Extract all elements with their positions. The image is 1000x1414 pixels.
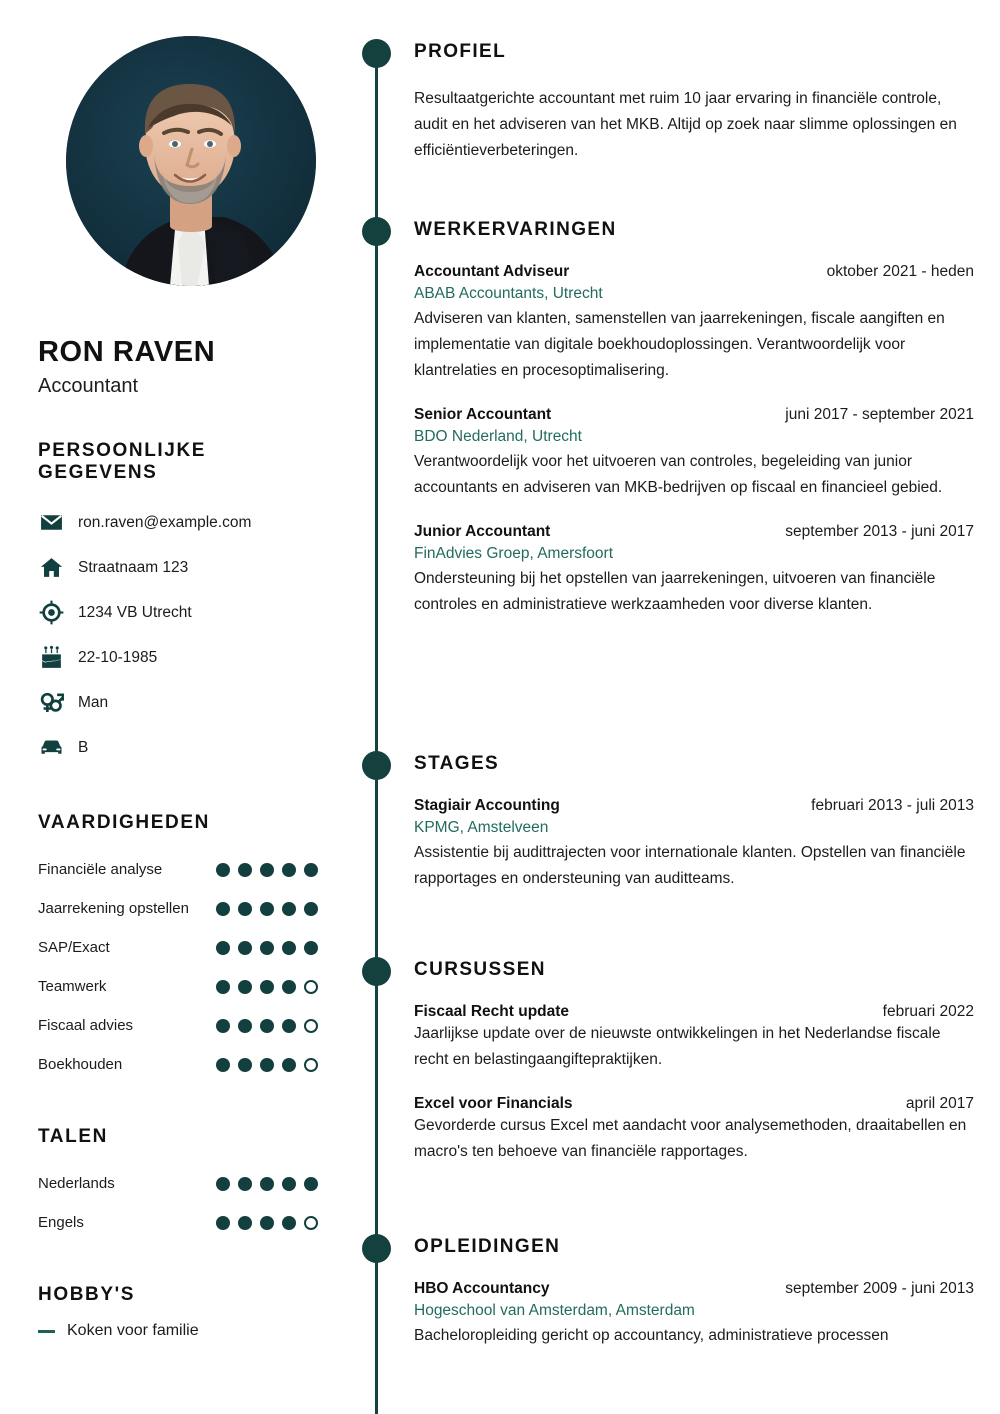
rating-dot-filled xyxy=(304,1177,318,1191)
rating-dot-filled xyxy=(216,980,230,994)
rating-dot-filled xyxy=(216,863,230,877)
skill-row xyxy=(38,889,326,928)
rating-dot-filled xyxy=(260,941,274,955)
rating-dot-empty xyxy=(304,1216,318,1230)
section-cursussen xyxy=(414,959,974,1165)
entry-organisation: FinAdvies Groep, Amersfoort xyxy=(414,545,613,562)
timeline-dot-werkervaringen xyxy=(362,217,391,246)
entry-description: Ondersteuning bij het opstellen van jaarrekeningen, uitvoeren van financiële controles en administratieve werkzaamheden voor diverse klanten. xyxy=(414,570,936,613)
entry-date: september 2009 - juni 2013 xyxy=(785,1280,974,1297)
contact-value-birthdate: 22-10-1985 xyxy=(78,648,158,666)
entry xyxy=(414,1280,974,1349)
rating-dot-filled xyxy=(282,863,296,877)
entry xyxy=(414,406,974,501)
car-icon xyxy=(38,735,64,761)
entry-title: Senior Accountant xyxy=(414,406,552,423)
contact-value-address: Straatnaam 123 xyxy=(78,558,189,576)
skill-rating xyxy=(216,1019,326,1033)
rating-dot-filled xyxy=(282,1058,296,1072)
envelope-icon xyxy=(38,510,64,536)
personal-details-list xyxy=(38,500,326,770)
rating-dot-filled xyxy=(216,902,230,916)
gender-icon xyxy=(38,690,64,716)
language-label: Nederlands xyxy=(38,1175,115,1192)
language-label: Engels xyxy=(38,1214,84,1231)
internship-entries-list xyxy=(414,797,974,892)
entry-date: februari 2013 - juli 2013 xyxy=(811,797,974,814)
section-heading-profiel: PROFIEL xyxy=(414,41,507,62)
entry-description: Jaarlijkse update over de nieuwste ontwikkelingen in het Nederlandse fiscale recht en belastingaangiftepraktijken. xyxy=(414,1025,941,1068)
rating-dot-filled xyxy=(238,1058,252,1072)
skill-label: Teamwerk xyxy=(38,978,107,995)
rating-dot-filled xyxy=(216,941,230,955)
skill-row xyxy=(38,850,326,889)
entry-description: Verantwoordelijk voor het uitvoeren van controles, begeleiding van junior accountants en adviseren van MKB-bedrijven op fiscaal en financieel gebied. xyxy=(414,453,943,496)
skill-rating xyxy=(216,941,326,955)
section-heading-skills: VAARDIGHEDEN xyxy=(38,812,210,833)
skill-rating xyxy=(216,980,326,994)
rating-dot-filled xyxy=(238,1177,252,1191)
entry xyxy=(414,1095,974,1165)
rating-dot-filled xyxy=(216,1058,230,1072)
language-rating xyxy=(216,1216,326,1230)
contact-value-email: ron.raven@example.com xyxy=(78,513,252,531)
rating-dot-filled xyxy=(304,863,318,877)
home-icon xyxy=(38,555,64,581)
entry xyxy=(414,523,974,618)
entry-title: Excel voor Financials xyxy=(414,1095,573,1112)
entry-header xyxy=(414,263,974,281)
skill-row xyxy=(38,928,326,967)
entry-organisation: KPMG, Amstelveen xyxy=(414,819,549,836)
entry-date: september 2013 - juni 2017 xyxy=(785,523,974,540)
entry-description: Assistentie bij audittrajecten voor internationale klanten. Opstellen van financiële rapportages en ondersteuning van auditteams. xyxy=(414,844,966,887)
section-opleidingen xyxy=(414,1236,974,1349)
work-entries-list xyxy=(414,263,974,618)
section-heading-opleidingen: OPLEIDINGEN xyxy=(414,1236,561,1257)
entry-header xyxy=(414,1003,974,1021)
rating-dot-filled xyxy=(282,1019,296,1033)
rating-dot-filled xyxy=(282,941,296,955)
section-heading-werkervaringen: WERKERVARINGEN xyxy=(414,219,617,240)
contact-row-birthdate xyxy=(38,635,326,680)
entry-organisation: Hogeschool van Amsterdam, Amsterdam xyxy=(414,1302,695,1319)
rating-dot-filled xyxy=(304,941,318,955)
entry-header xyxy=(414,1095,974,1113)
skill-row xyxy=(38,1006,326,1045)
contact-value-city: 1234 VB Utrecht xyxy=(78,603,192,621)
rating-dot-filled xyxy=(282,902,296,916)
section-profiel xyxy=(414,41,974,164)
job-title: Accountant xyxy=(38,375,139,397)
portrait-photo xyxy=(66,36,316,286)
skills-list xyxy=(38,850,326,1084)
entry-date: oktober 2021 - heden xyxy=(826,263,974,280)
entry-header xyxy=(414,797,974,815)
rating-dot-filled xyxy=(282,980,296,994)
section-werkervaringen xyxy=(414,219,974,618)
rating-dot-empty xyxy=(304,1058,318,1072)
contact-row-email xyxy=(38,500,326,545)
rating-dot-filled xyxy=(304,902,318,916)
contact-row-address xyxy=(38,545,326,590)
rating-dot-filled xyxy=(238,1019,252,1033)
entry xyxy=(414,797,974,892)
rating-dot-filled xyxy=(238,863,252,877)
entry-description: Bacheloropleiding gericht op accountancy, administratieve processen xyxy=(414,1327,889,1344)
entry xyxy=(414,1003,974,1073)
section-heading-languages: TALEN xyxy=(38,1126,108,1147)
entry-date: juni 2017 - september 2021 xyxy=(785,406,974,423)
skill-label: SAP/Exact xyxy=(38,939,110,956)
timeline-dot-cursussen xyxy=(362,957,391,986)
rating-dot-filled xyxy=(238,1216,252,1230)
entry-organisation: ABAB Accountants, Utrecht xyxy=(414,285,603,302)
entry-header xyxy=(414,523,974,541)
section-heading-personal: PERSOONLIJKE GEGEVENS xyxy=(38,440,207,483)
languages-list xyxy=(38,1164,326,1242)
rating-dot-empty xyxy=(304,980,318,994)
contact-row-license xyxy=(38,725,326,770)
section-heading-cursussen: CURSUSSEN xyxy=(414,959,546,980)
contact-value-gender: Man xyxy=(78,693,109,711)
avatar xyxy=(66,36,316,286)
hobby-row xyxy=(38,1322,326,1340)
sidebar xyxy=(0,0,360,1414)
skill-rating xyxy=(216,863,326,877)
entry-organisation: BDO Nederland, Utrecht xyxy=(414,428,582,445)
rating-dot-filled xyxy=(260,1058,274,1072)
rating-dot-filled xyxy=(216,1019,230,1033)
rating-dot-filled xyxy=(238,902,252,916)
hobbies-list xyxy=(38,1322,326,1340)
skill-rating xyxy=(216,1058,326,1072)
birthday-cake-icon xyxy=(38,645,64,671)
entry-title: HBO Accountancy xyxy=(414,1280,550,1297)
entry-title: Junior Accountant xyxy=(414,523,551,540)
hobby-label: Koken voor familie xyxy=(67,1322,199,1339)
language-row xyxy=(38,1203,326,1242)
education-entries-list xyxy=(414,1280,974,1349)
timeline-line xyxy=(375,40,378,1414)
entry-description: Gevorderde cursus Excel met aandacht voor analysemethoden, draaitabellen en macro's ten behoeve van financiële rapportages. xyxy=(414,1117,967,1160)
rating-dot-filled xyxy=(216,1216,230,1230)
contact-row-city xyxy=(38,590,326,635)
rating-dot-empty xyxy=(304,1019,318,1033)
contact-row-gender xyxy=(38,680,326,725)
entry-title: Fiscaal Recht update xyxy=(414,1003,570,1020)
rating-dot-filled xyxy=(238,980,252,994)
section-stages xyxy=(414,753,974,892)
location-target-icon xyxy=(38,600,64,626)
rating-dot-filled xyxy=(260,863,274,877)
section-heading-hobbies: HOBBY'S xyxy=(38,1284,136,1305)
skill-rating xyxy=(216,902,326,916)
rating-dot-filled xyxy=(238,941,252,955)
entry xyxy=(414,263,974,384)
rating-dot-filled xyxy=(260,1177,274,1191)
rating-dot-filled xyxy=(282,1177,296,1191)
profile-summary-text: Resultaatgerichte accountant met ruim 10 jaar ervaring in financiële controle, audit en het adviseren van het MKB. Altijd op zoek naar slimme oplossingen en efficiëntieverbeteringen. xyxy=(414,90,957,159)
timeline-dot-opleidingen xyxy=(362,1234,391,1263)
entry-header xyxy=(414,1280,974,1298)
skill-row xyxy=(38,1045,326,1084)
rating-dot-filled xyxy=(260,902,274,916)
rating-dot-filled xyxy=(260,1216,274,1230)
rating-dot-filled xyxy=(260,1019,274,1033)
rating-dot-filled xyxy=(216,1177,230,1191)
entry-title: Accountant Adviseur xyxy=(414,263,570,280)
dash-icon xyxy=(38,1330,55,1333)
entry-header xyxy=(414,406,974,424)
rating-dot-filled xyxy=(260,980,274,994)
skill-row xyxy=(38,967,326,1006)
page-title: RON RAVEN xyxy=(38,336,216,368)
skill-label: Fiscaal advies xyxy=(38,1017,134,1034)
timeline-dot-stages xyxy=(362,751,391,780)
language-row xyxy=(38,1164,326,1203)
course-entries-list xyxy=(414,1003,974,1165)
entry-date: april 2017 xyxy=(905,1095,974,1112)
skill-label: Financiële analyse xyxy=(38,861,163,878)
entry-description: Adviseren van klanten, samenstellen van jaarrekeningen, fiscale aangiften en implementatie van digitale boekhoudoplossingen. Verantwoordelijk voor klantrelaties en procesoptimalisering. xyxy=(414,310,945,379)
skill-label: Jaarrekening opstellen xyxy=(38,900,189,917)
section-heading-stages: STAGES xyxy=(414,753,500,774)
rating-dot-filled xyxy=(282,1216,296,1230)
entry-date: februari 2022 xyxy=(882,1003,974,1020)
timeline-dot-profiel xyxy=(362,39,391,68)
contact-value-license: B xyxy=(78,738,89,756)
language-rating xyxy=(216,1177,326,1191)
skill-label: Boekhouden xyxy=(38,1056,123,1073)
timeline xyxy=(375,0,379,1414)
entry-title: Stagiair Accounting xyxy=(414,797,560,814)
